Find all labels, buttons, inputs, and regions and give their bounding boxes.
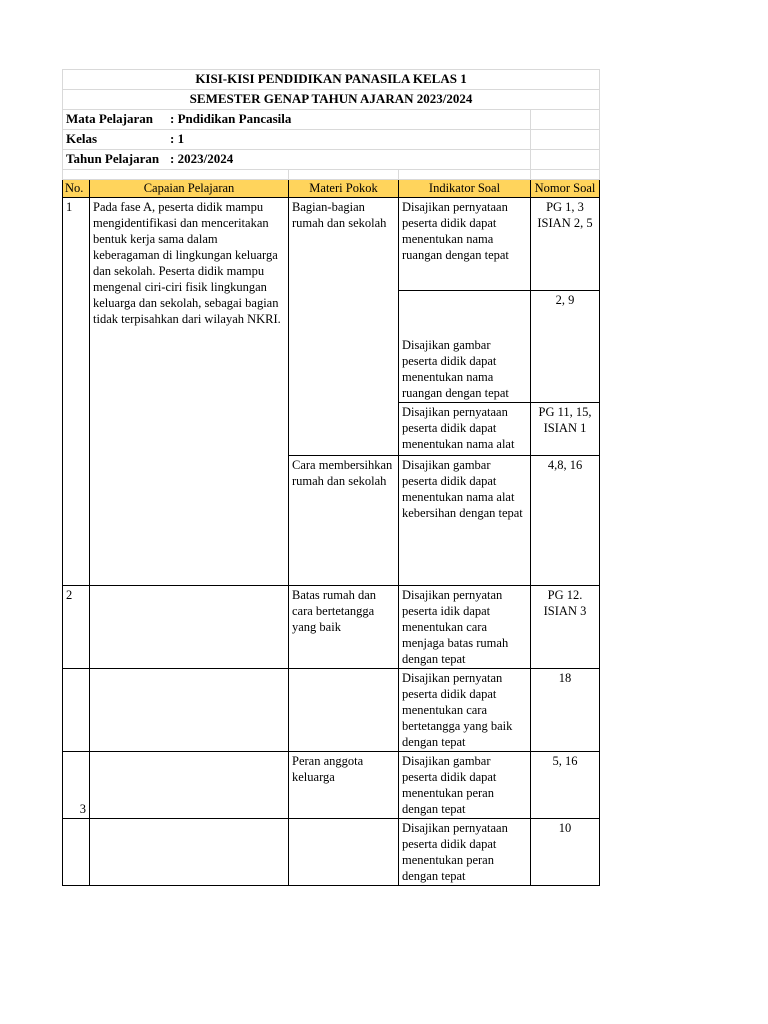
row-nomor: 2, 9: [531, 291, 600, 403]
row-materi: Cara membersihkan rumah dan sekolah: [289, 456, 399, 586]
row-indikator: Disajikan gambar peserta didik dapat menentukan nama alat kebersihan dengan tepat: [399, 456, 531, 586]
row-no: 1: [63, 198, 90, 586]
table-header-row: [63, 180, 600, 198]
row-materi: Peran anggota keluarga: [289, 752, 399, 819]
mata-pelajaran-label: Mata Pelajaran: [66, 111, 154, 126]
row-nomor: PG 11, 15, ISIAN 1: [531, 403, 600, 456]
header-capaian: Capaian Pelajaran: [90, 180, 289, 198]
row-capaian: Pada fase A, peserta didik mampu mengidentifikasi dan menceritakan bentuk kerja sama dalam keberagaman di lingkungan keluarga dan sekolah. Peserta didik mampu mengenal ciri-ciri fisik lingkungan keluarga dan sekolah, sebagai bagian tidak terpisahkan dari wilayah NKRI.: [90, 198, 289, 586]
row-nomor: 10: [531, 819, 600, 886]
table-row: [63, 198, 600, 291]
row-indikator: Disajikan gambar peserta didik dapat menentukan nama ruangan dengan tepat: [399, 291, 531, 403]
row-materi: Bagian-bagian rumah dan sekolah: [289, 198, 399, 456]
kisi-kisi-table: [62, 69, 600, 886]
kelas-value: : 1: [170, 131, 185, 146]
row-indikator: Disajikan pernyatan peserta idik dapat menentukan cara menjaga batas rumah dengan tepat: [399, 586, 531, 669]
kelas-cell: [63, 130, 531, 150]
row-indikator: Disajikan pernyataan peserta didik dapat menentukan peran dengan tepat: [399, 819, 531, 886]
row-nomor: 5, 16: [531, 752, 600, 819]
header-no: No.: [63, 180, 90, 198]
mata-pelajaran-cell: [63, 110, 531, 130]
row-indikator: Disajikan pernyataan peserta didik dapat menentukan nama ruangan dengan tepat: [399, 198, 531, 291]
row-nomor: PG 12. ISIAN 3: [531, 586, 600, 669]
header-materi: Materi Pokok: [289, 180, 399, 198]
title-line-2: SEMESTER GENAP TAHUN AJARAN 2023/2024: [63, 90, 600, 110]
kelas-label: Kelas: [66, 131, 98, 146]
row-no: 3: [63, 752, 90, 819]
header-indikator: Indikator Soal: [399, 180, 531, 198]
row-indikator-cell: [399, 403, 531, 456]
table-row: [63, 819, 600, 886]
spreadsheet: [62, 69, 599, 886]
title-line-1: KISI-KISI PENDIDIKAN PANASILA KELAS 1: [63, 70, 600, 90]
row-no: 2: [63, 586, 90, 669]
table-row: [63, 752, 600, 819]
tahun-pelajaran-value: : 2023/2024: [170, 151, 234, 166]
tahun-pelajaran-label: Tahun Pelajaran: [66, 151, 160, 166]
mata-pelajaran-value: : Pndidikan Pancasila: [170, 111, 292, 126]
table-row: [63, 586, 600, 669]
row-indikator: Disajikan pernyatan peserta didik dapat menentukan cara bertetangga yang baik dengan tepat: [399, 669, 531, 752]
row-materi: Batas rumah dan cara bertetangga yang baik: [289, 586, 399, 669]
row-nomor: PG 1, 3 ISIAN 2, 5: [531, 198, 600, 291]
header-nomor: Nomor Soal: [531, 180, 600, 198]
row-nomor: 4,8, 16: [531, 456, 600, 586]
table-row: [63, 669, 600, 752]
row-indikator: Disajikan gambar peserta didik dapat menentukan peran dengan tepat: [399, 752, 531, 819]
tahun-pelajaran-cell: [63, 150, 531, 170]
row-indikator: Disajikan pernyataan peserta didik dapat menentukan nama alat: [402, 405, 515, 451]
row-nomor: 18: [531, 669, 600, 752]
